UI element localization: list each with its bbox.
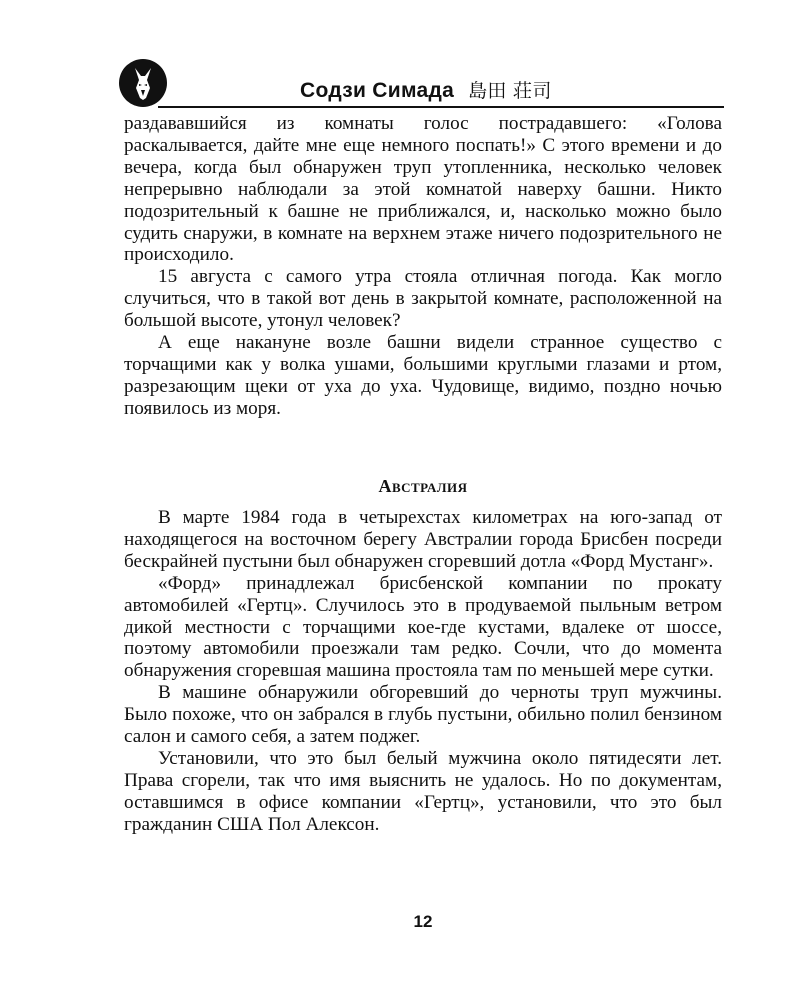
header-author <box>300 76 552 103</box>
paragraph: раздававшийся из комнаты голос пострадавшего: «Голова раскалывается, дайте мне еще немного поспать!» С этого времени и до вечера, когда был обнаружен труп утопленника, несколько человек непрерывно наблюдали за этой комнатой наверху башни. Никто подозрительный к башне не приближался, и, насколько можно было судить снаружи, в комнате на верхнем этаже ничего подозрительного не происходило. <box>124 113 722 266</box>
anubis-logo-icon <box>118 58 168 108</box>
paragraph: А еще накануне возле башни видели странное существо с торчащими как у волка ушами, большими круглыми глазами и ртом, разрезающим щеки от уха до уха. Чудовище, видимо, поздно ночью появилось из моря. <box>124 332 722 419</box>
paragraph: Установили, что это был белый мужчина около пятидесяти лет. Права сгорели, так что имя выяснить не удалось. Но по документам, оставшимся в офисе компании «Гертц», установили, что это был гражданин США Пол Алексон. <box>124 747 722 835</box>
paragraph: «Форд» принадлежал брисбенской компании по прокату автомобилей «Гертц». Случилось это в продуваемой пыльным ветром дикой местности с торчащими кое-где кустами, вдалеке от шоссе, поэтому автомобили проезжали там редко. Сочли, что до момента обнаружения сгоревшая машина простояла там по меньшей мере сутки. <box>124 572 722 682</box>
body-text-bottom <box>124 507 722 836</box>
header-author-jp: 島田 荘司 <box>468 80 552 102</box>
header-rule <box>158 106 724 108</box>
section-heading: Австралия <box>378 476 468 496</box>
running-header <box>118 58 724 108</box>
body-text-top <box>124 113 722 420</box>
paragraph: В машине обнаружили обгоревший до черноты труп мужчины. Было похоже, что он забрался в глубь пустыни, обильно полил бензином салон и самого себя, а затем поджег. <box>124 682 722 748</box>
header-author-ru: Содзи Симада <box>300 79 455 102</box>
paragraph: 15 августа с самого утра стояла отличная погода. Как могло случиться, что в такой вот день в закрытой комнате, расположенной на большой высоте, утонул человек? <box>124 266 722 332</box>
paragraph: В марте 1984 года в четырехстах километрах на юго-запад от находящегося на восточном берегу Австралии города Брисбен посреди бескрайней пустыни был обнаружен сгоревший дотла «Форд Мустанг». <box>124 507 722 572</box>
page-number: 12 <box>413 912 433 931</box>
